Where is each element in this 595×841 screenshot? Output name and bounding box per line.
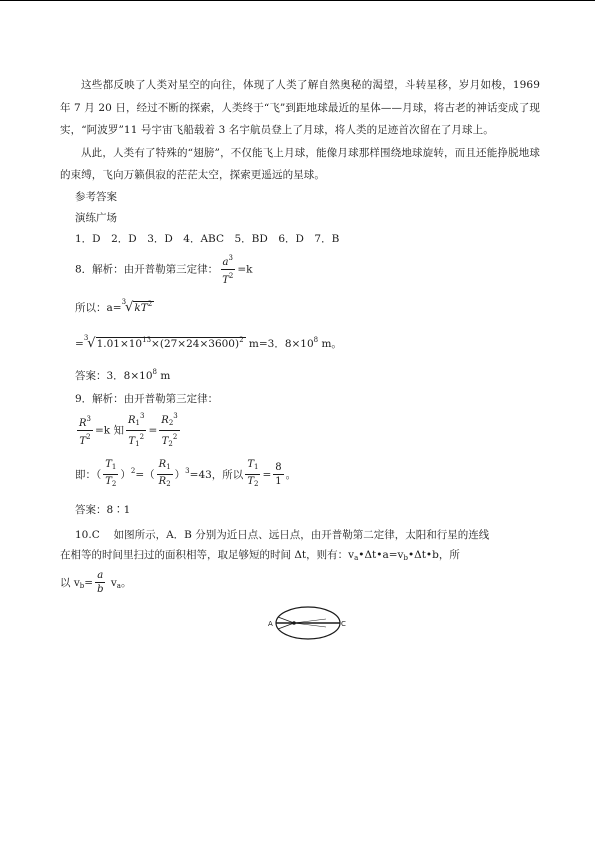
- q9-rT-num-sub: 1: [111, 463, 117, 471]
- q10-frac-num: a: [97, 570, 104, 581]
- q8-root-index: 3: [121, 297, 127, 306]
- q9-frac-2: [124, 410, 148, 451]
- q8-kepler-fraction: [218, 252, 237, 287]
- q9-f3-R: R: [161, 414, 169, 426]
- q9-f1-exp3: 3: [86, 414, 91, 423]
- q9-f3-exp2: 2: [172, 432, 178, 441]
- paragraph-1: 这些都反映了人类对星空的向往，体现了人类了解自然奥秘的渴望，斗转星移，岁月如梭，1969 年 7 月 20 日，经过不断的探索，人类终于“飞”到距地球最近的星体——月球，将古老的神话变成了现实，“阿波罗”11 号宇宙飞船载着 3 名宇航员登上了月球，将人类的足迹首次留在了月球上。: [60, 79, 540, 136]
- q8-radicand-exp: 2: [147, 299, 153, 308]
- q8-radicand: [133, 301, 154, 314]
- q9-f2-sub1: 1: [135, 418, 140, 427]
- q10-l3-eq: =: [84, 576, 94, 589]
- reference-answer-title: 参考答案: [75, 190, 117, 203]
- q10-frac-den: b: [97, 584, 104, 595]
- q8-result: m=3．8×10: [248, 337, 314, 350]
- q8-analysis: [60, 252, 540, 287]
- q10-l2c: •Δt•b，所: [407, 548, 460, 561]
- document-body: [60, 74, 540, 601]
- q9-rR-den-sub: 2: [166, 480, 171, 488]
- q9-rT-num: T: [105, 459, 112, 470]
- elliptical-orbit-diagram: [268, 603, 346, 643]
- q9-rT-den-sub: 2: [111, 480, 117, 488]
- q9-sup3: 3: [185, 466, 190, 475]
- q9-eqk-zhi: =k 知: [95, 424, 124, 436]
- q9-f1-T: T: [79, 435, 87, 447]
- q10-fraction: [93, 569, 107, 596]
- q8-eq-k: =k: [237, 263, 253, 275]
- label-C: C: [341, 620, 346, 628]
- q9-frac-3: [157, 410, 181, 451]
- sun-dot: [292, 621, 296, 625]
- q9-f2-sub1b: 1: [135, 439, 140, 448]
- q8-answer-text: 答案：3．8×10: [75, 369, 153, 382]
- q9-result-line: [60, 451, 540, 495]
- q8-frac-den-exp: 2: [228, 271, 234, 280]
- q9-f1-exp2: 2: [86, 432, 91, 441]
- answers-1-7: 1．D 2．D 3．D 4．ABC 5．BD 6．D 7．B: [75, 232, 340, 245]
- q8-calc-expr2: ×(27×24×3600): [151, 337, 240, 350]
- swept-line-b: [278, 623, 294, 629]
- radical-sign-icon: √: [125, 299, 134, 315]
- q9-close2: ）: [174, 468, 186, 481]
- q9-f2-T: T: [128, 435, 136, 447]
- q10-l3-sub2: a: [116, 581, 121, 590]
- q9-f2-R: R: [128, 414, 136, 426]
- q9-rT-den: T: [105, 476, 112, 487]
- q10-l2-sub-a: a: [354, 553, 359, 562]
- q9-rR-den: R: [158, 476, 167, 487]
- q9-answer: 答案：8∶1: [75, 503, 131, 516]
- radical-sign-icon: √: [87, 335, 96, 351]
- q8-calc-radicand: [96, 337, 246, 350]
- q8-answer: [60, 359, 540, 389]
- q9-eq43: =43，所以: [189, 468, 244, 481]
- q9-frac-1: [75, 413, 95, 448]
- q8-result-unit: m。: [318, 337, 342, 350]
- q9-rf-num-sub: 1: [253, 463, 259, 471]
- q9-f1-R: R: [79, 417, 87, 429]
- q8-eq-prefix: =: [75, 337, 84, 350]
- q9-close1: ）: [120, 468, 131, 481]
- q8-frac-num-exp: 3: [228, 253, 233, 262]
- q8-calc-expr-exp: 13: [142, 335, 152, 344]
- q8-calc-expr2-exp: 2: [239, 335, 244, 344]
- header-rule: [0, 0, 595, 1]
- q9-ans-den: 1: [275, 476, 282, 487]
- q9-rR-num-sub: 1: [166, 463, 171, 471]
- q10-l3-sub: b: [79, 581, 85, 590]
- q9-eq: =: [148, 424, 158, 436]
- q9-f3-exp3: 3: [173, 411, 178, 420]
- q9-ratio-T: [101, 458, 120, 491]
- q9-rR-num: R: [158, 459, 167, 470]
- q9-answer-fraction: [271, 461, 285, 488]
- q8-calc-line: [60, 323, 540, 359]
- q9-sup2: 2: [130, 466, 136, 475]
- q8-so-prefix: 所以：a=: [75, 301, 122, 314]
- q9-rf-den-sub: 2: [253, 480, 259, 488]
- q8-result-exp: 8: [313, 335, 319, 344]
- q9-f3-sub2: 2: [168, 418, 174, 427]
- q10-line2: [60, 545, 540, 568]
- q10-line3: [60, 568, 540, 601]
- q9-prefix: 9．解析：由开普勒第三定律：: [75, 392, 219, 405]
- label-A: A: [268, 620, 273, 628]
- q10-l3-prefix: 以 v: [60, 576, 80, 589]
- q9-rf-num: T: [247, 459, 254, 470]
- q9-eq-final: =: [262, 468, 272, 481]
- q8-frac-num: a: [222, 256, 229, 268]
- q8-answer-unit: m: [157, 369, 171, 382]
- q9-ans-num: 8: [275, 462, 282, 473]
- swept-line-a: [278, 617, 294, 623]
- q10-l3-end: 。: [120, 576, 132, 589]
- q8-calc-root-index: 3: [83, 333, 89, 342]
- q9-rf-den: T: [247, 476, 254, 487]
- q9-f2-exp2: 2: [139, 432, 145, 441]
- q8-prefix: 8．解析：由开普勒第三定律：: [75, 263, 219, 275]
- q8-answer-exp: 8: [152, 367, 157, 376]
- q10-l2a: 在相等的时间里扫过的面积相等，取足够短的时间 Δt，则有：v: [60, 548, 355, 561]
- practice-section-title: 演练广场: [75, 211, 117, 224]
- q9-formula-line: [60, 410, 540, 451]
- q9-ratio-final: [243, 458, 262, 491]
- q9-period: 。: [285, 468, 297, 481]
- q9-ji: 即：（: [75, 468, 102, 481]
- q8-calc-expr: 1.01×10: [96, 337, 143, 350]
- q8-so-line: [60, 287, 540, 323]
- q9-f2-exp3: 3: [140, 411, 145, 420]
- paragraph-2: 从此，人类有了特殊的“翅膀”，不仅能飞上月球，能像月球那样围绕地球旋转，而且还能挣脱地球的束缚，飞向万籁俱寂的茫茫太空，探索更遥远的星球。: [60, 146, 540, 181]
- q9-eq-open: =（: [135, 468, 155, 481]
- q9-f3-sub2b: 2: [168, 439, 173, 448]
- q8-radicand-text: kT: [134, 301, 148, 314]
- q10-l2-sub-b: b: [403, 553, 408, 562]
- q10-line1: 10.C 如图所示，A．B 分别为近日点、远日点，由开普勒第二定律，太阳和行星的连线: [75, 528, 490, 541]
- q10-l2b: •Δt•a=v: [358, 548, 404, 561]
- q10-l3-v: v: [107, 576, 117, 589]
- q8-frac-den: T: [222, 274, 229, 286]
- q9-ratio-R: [155, 458, 175, 491]
- q9-f3-T: T: [161, 435, 169, 447]
